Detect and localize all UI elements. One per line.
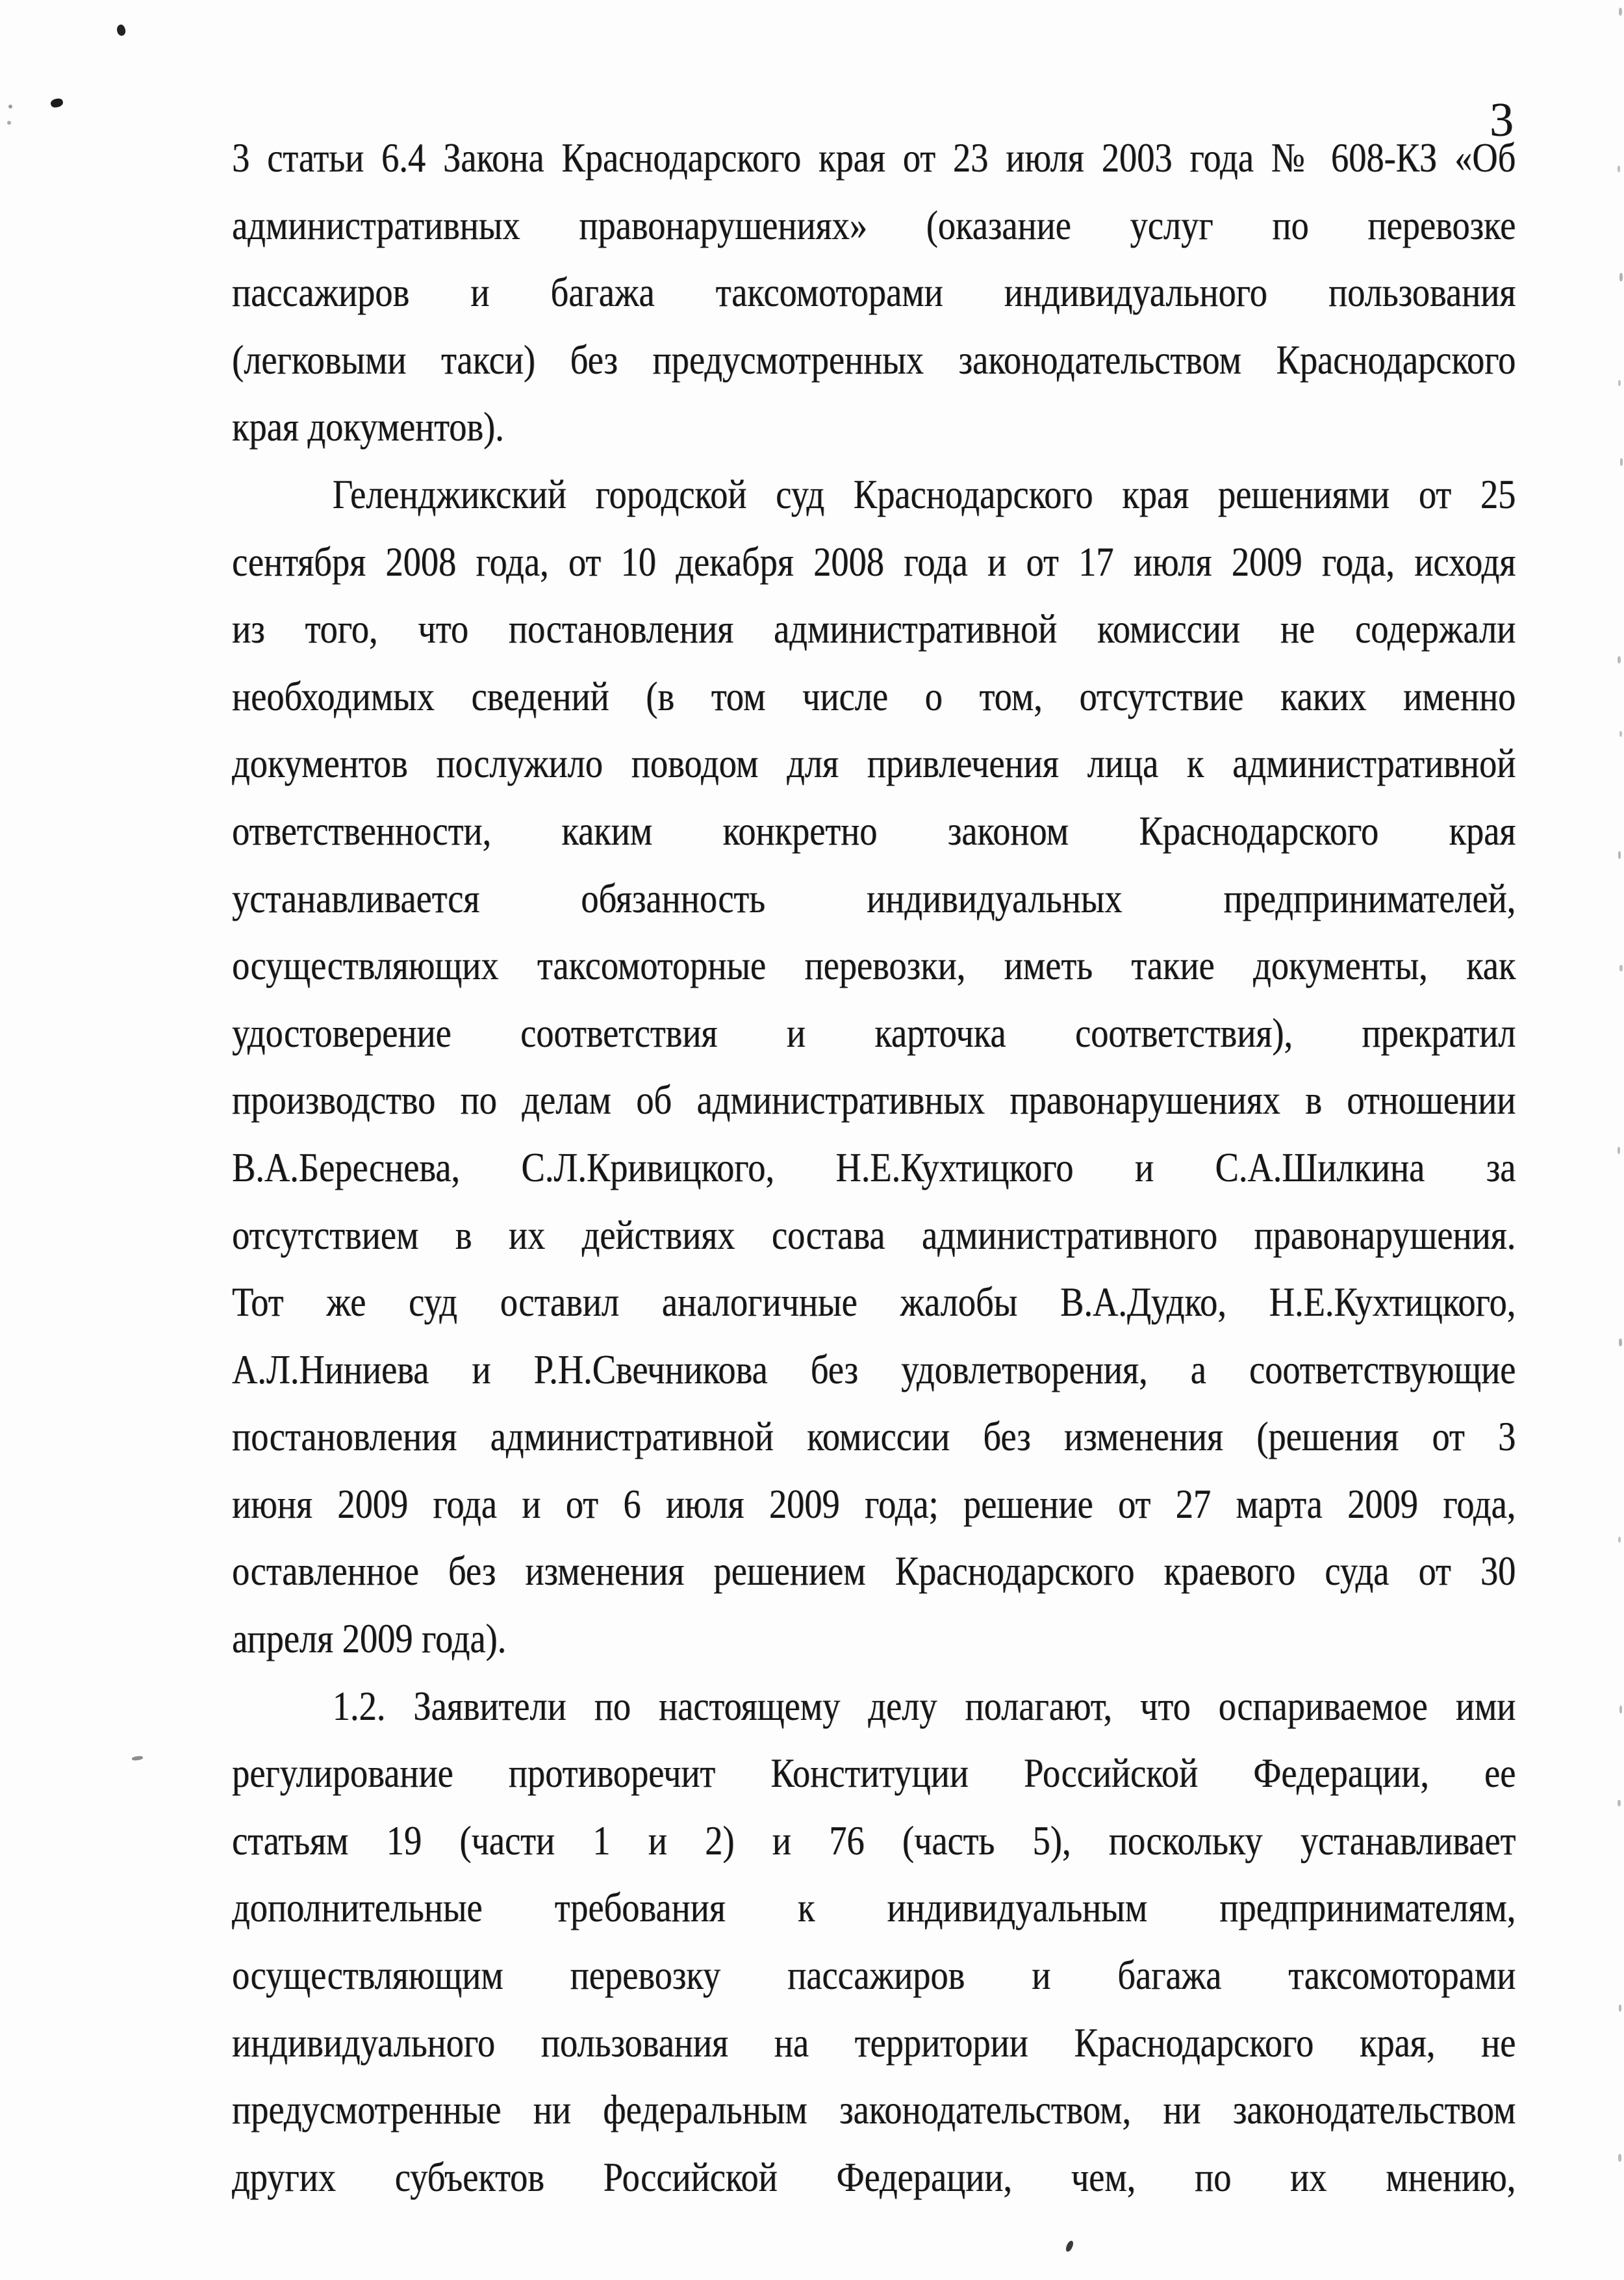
ink-speck — [1619, 965, 1623, 971]
text-line: апреля 2009 года). — [232, 1615, 507, 1662]
text-line: осуществляющим перевозку пассажиров и багажа таксомоторами — [232, 1952, 1516, 1999]
text-line: пассажиров и багажа таксомоторами индивидуального пользования — [232, 269, 1516, 316]
ink-speck — [7, 121, 11, 125]
text-line: предусмотренные ни федеральным законодательством, ни законодательством — [232, 2086, 1516, 2133]
text-line: 3 статьи 6.4 Закона Краснодарского края от 23 июля 2003 года № 608-КЗ «Об — [232, 134, 1516, 181]
text-line: (легковыми такси) без предусмотренных законодательством Краснодарского — [232, 336, 1516, 383]
text-line: административных правонарушениях» (оказание услуг по перевозке — [232, 201, 1516, 248]
text-line: июня 2009 года и от 6 июля 2009 года; решение от 27 марта 2009 года, — [232, 1480, 1516, 1527]
text-line: оставленное без изменения решением Краснодарского краевого суда от 30 — [232, 1548, 1516, 1595]
text-line: производство по делам об административных правонарушениях в отношении — [232, 1077, 1516, 1123]
ink-speck — [132, 1756, 144, 1761]
text-line: устанавливается обязанность индивидуальных предпринимателей, — [232, 875, 1516, 921]
ink-speck — [1618, 656, 1621, 663]
text-line: А.Л.Ниниева и Р.Н.Свечникова без удовлетворения, а соответствующие — [232, 1346, 1516, 1392]
text-line: сентября 2008 года, от 10 декабря 2008 года и от 17 июля 2009 года, исходя — [232, 538, 1516, 585]
ink-speck — [1619, 731, 1622, 737]
ink-speck — [1619, 2005, 1621, 2012]
text-line: статьям 19 (части 1 и 2) и 76 (часть 5), поскольку устанавливает — [232, 1817, 1516, 1864]
text-line: Геленджикский городской суд Краснодарского края решениями от 25 — [332, 470, 1516, 517]
ink-speck — [1618, 166, 1620, 172]
text-line: Тот же суд оставил аналогичные жалобы В.А.Дудко, Н.Е.Кухтицкого, — [232, 1279, 1516, 1326]
text-line: необходимых сведений (в том числе о том, отсутствие каких именно — [232, 672, 1516, 719]
ink-speck — [8, 105, 12, 109]
text-line: удостоверение соответствия и карточка соответствия), прекратил — [232, 1009, 1516, 1056]
text-line: дополнительные требования к индивидуальным предпринимателям, — [232, 1884, 1516, 1931]
document-text — [232, 124, 1516, 2210]
text-line: постановления административной комиссии без изменения (решения от 3 — [232, 1413, 1516, 1460]
ink-speck — [115, 23, 127, 37]
ink-speck — [1618, 1537, 1621, 1543]
ink-speck — [50, 97, 64, 109]
ink-speck — [1618, 851, 1621, 859]
ink-speck — [1065, 2240, 1074, 2253]
page-number: 3 — [1490, 94, 1514, 147]
text-line: других субъектов Российской Федерации, чем, по их мнению, — [232, 2153, 1516, 2200]
ink-speck — [1619, 8, 1622, 16]
ink-speck — [1620, 458, 1623, 466]
ink-speck — [1619, 1706, 1622, 1713]
text-line: индивидуального пользования на территории Краснодарского края, не — [232, 2019, 1516, 2066]
text-line: из того, что постановления административной комиссии не содержали — [232, 606, 1516, 652]
text-line: документов послужило поводом для привлечения лица к административной — [232, 740, 1516, 787]
ink-speck — [1618, 1147, 1620, 1154]
ink-speck — [1618, 1800, 1621, 1806]
text-line: В.А.Береснева, С.Л.Кривицкого, Н.Е.Кухтицкого и С.А.Шилкина за — [232, 1144, 1516, 1190]
ink-speck — [1618, 2154, 1621, 2162]
ink-speck — [1619, 1339, 1622, 1346]
ink-speck — [1619, 273, 1623, 281]
text-line: края документов). — [232, 403, 504, 450]
ink-speck — [1618, 380, 1621, 386]
text-line: осуществляющих таксомоторные перевозки, иметь такие документы, как — [232, 942, 1516, 989]
text-line: 1.2. Заявители по настоящему делу полагают, что оспариваемое ими — [332, 1682, 1516, 1729]
text-line: отсутствием в их действиях состава административного правонарушения. — [232, 1211, 1516, 1258]
text-line: ответственности, каким конкретно законом Краснодарского края — [232, 807, 1516, 854]
text-line: регулирование противоречит Конституции Российской Федерации, ее — [232, 1750, 1516, 1797]
